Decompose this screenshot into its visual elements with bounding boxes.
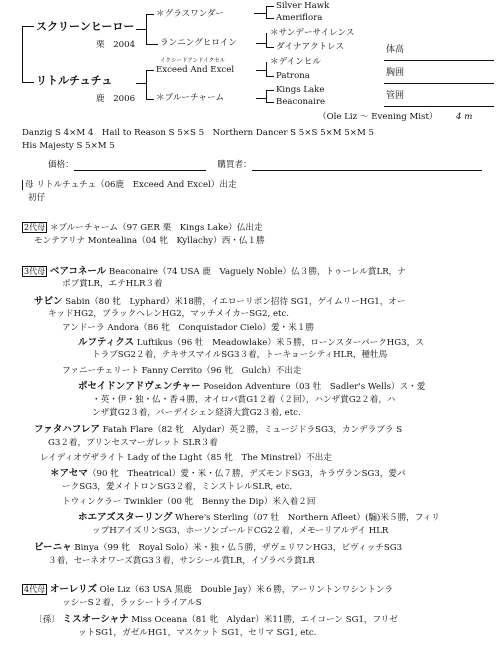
second-dam-label: 2代母 <box>24 223 46 232</box>
luftikus-text: Luftikus（96 牡 Meadowlake）米５勝，ローンスターパークHG3，ス <box>134 338 424 348</box>
third-dam-cont: ボブ賞LR，エテHLR３着 <box>62 279 163 289</box>
poseidon-text: Poseidon Adventure（03 牡 Sadler's Wells）ス・愛 <box>200 382 426 392</box>
asema-text: （90 牝 Theatrical）愛・米・仏７勝，デズモンドSG3，キラヴランSG3，愛パ <box>87 469 406 479</box>
dam-sire-ruby: イクシードアンドイクセル <box>160 58 226 64</box>
price-label: 価格： <box>48 160 74 170</box>
miss-oceana-cont: ットSG1，ガゼルHG1，マスケット SG1，セリマ SG1, etc. <box>78 628 317 638</box>
fourth-dam-label: 4代母 <box>24 585 46 594</box>
asema-entry <box>50 468 406 481</box>
fatah-flare-entry <box>34 424 402 437</box>
lady-of-the-light-entry: レイディオヴザライト Lady of the Light（85 牝 The Minstrel）不出走 <box>40 453 332 463</box>
cross-note: （Ole Liz ～ Evening Mist） <box>318 112 438 122</box>
poseidon-cont2: ンザ賞G2３着，バーデイシェン経済大賞G2３着, etc. <box>92 408 301 418</box>
binya-cont: ３着，セーネオワーズ賞G3３着，サンシール賞LR，イゾラベラ賞LR <box>48 556 315 566</box>
sire-sire: ＊グラスワンダー <box>156 9 225 19</box>
grandchild-label: 〔孫〕 <box>34 615 60 625</box>
twinkler-entry: トウィンクラー Twinkler（00 牝 Benny the Dip）米入着２回 <box>62 497 316 507</box>
poseidon-cont: ・英・伊・独・仏・香４勝，オイロパ賞G1２着（２回），ハンザ賞G2２着，ハ <box>92 395 396 405</box>
third-dam-label: 3代母 <box>24 267 46 276</box>
g3-8: Beaconaire <box>276 97 326 107</box>
sire-info: 栗 2004 <box>96 40 136 50</box>
buyer-field[interactable] <box>252 170 482 171</box>
g3-6: Patrona <box>276 71 310 81</box>
buyer-label: 購買者： <box>217 160 252 170</box>
fourth-dam-cont: ッシーS２着，ラッシートライアルS <box>62 598 202 608</box>
g3-5: ＊デインヒル <box>270 57 321 67</box>
fourth-dam-header <box>22 584 393 597</box>
andora-entry: アンドーラ Andora（86 牝 Conquistador Cielo）愛・米１勝 <box>62 323 314 333</box>
grandchild-entry <box>34 614 398 627</box>
second-dam-line-1: ＊ブルーチャーム（97 GER 栗 Kings Lake）仏出走 <box>49 223 263 233</box>
dam-section <box>22 180 237 191</box>
fatah-flare-text: Fatah Flare（82 牝 Alydar）英２勝，ミュージドラSG3，カンデラブラ S <box>99 425 403 435</box>
g3-4: ダイナアクトレス <box>276 42 345 52</box>
fourth-dam-text: Ole Liz（63 USA 黒鹿 Double Jay）米６勝，アーリントンワシントンラ <box>96 585 394 595</box>
price-row <box>48 160 482 171</box>
sabin-text: Sabin（80 牝 Lyphard）米18勝，イエローリボン招待 SG1，ゲイムリーHG1，オー <box>62 297 406 307</box>
dam-name: リトルチュチュ <box>36 74 113 87</box>
family-number: 4 m <box>456 112 473 122</box>
sabin-entry <box>34 296 406 309</box>
inbreeding-line-2: His Majesty S 5×M 5 <box>22 141 115 151</box>
chest-label: 胸囲 <box>386 68 405 78</box>
binya-name: ビーニャ <box>34 542 72 553</box>
third-dam-text: Beaconaire（74 USA 鹿 Vaguely Noble）仏３勝，トゥーレル賞LR，ナ <box>106 267 406 277</box>
wheres-sterling-cont: ップHアイズリンSG3，ホーソンゴールドCG2２着，メモーリアルデイ HLR <box>92 526 389 536</box>
wheres-sterling-entry <box>78 512 440 525</box>
asema-name: ＊アセマ <box>50 468 88 479</box>
second-dam-line-2: モンテアリナ Montealina（04 牝 Kyllachy）西・仏１勝 <box>34 236 265 246</box>
binya-text: Binya（99 牝 Royal Solo）米・独・仏５勝，ザヴェリワンHG3，ビヴィッチSG3 <box>71 543 403 553</box>
dam-line-2: 初仔 <box>28 193 46 203</box>
g3-1: Silver Hawk <box>276 1 330 11</box>
dam-sire: Exceed And Excel <box>156 65 235 75</box>
sabin-name: サビン <box>34 296 63 307</box>
sire-dam: ランニングヒロイン <box>160 38 237 48</box>
luftikus-entry <box>78 337 424 350</box>
dam-info: 鹿 2006 <box>96 94 136 104</box>
dam-line-1: リトルチュチュ（06鹿 Exceed And Excel）出走 <box>36 180 237 190</box>
third-dam-name: ベアコネール <box>49 266 107 277</box>
fourth-dam-name: オーレリズ <box>49 584 97 595</box>
third-dam-header <box>22 266 406 279</box>
second-dam-section <box>22 223 263 234</box>
inbreeding-line-1: Danzig S 4×M 4 Hail to Reason S 5×S 5 Northern Dancer S 5×S 5×M 5×M 5 <box>22 128 374 138</box>
luftikus-cont: トラブSG2２着，テキサスマイルSG3３着，トーキョーシティHLR，種牡馬 <box>92 350 388 360</box>
fatah-flare-cont: G3２着，プリンセスマーガレット SLR３着 <box>48 438 218 448</box>
g3-7: Kings Lake <box>276 85 325 95</box>
g3-2: Ameriflora <box>276 13 323 23</box>
dam-section-label: 母 <box>22 180 34 190</box>
fatah-flare-name: ファタハフレア <box>34 424 100 435</box>
luftikus-name: ルフティクス <box>78 337 135 348</box>
price-field[interactable] <box>74 170 206 171</box>
cannon-label: 管囲 <box>386 91 405 101</box>
poseidon-name: ポセイドンアドヴェンチャー <box>78 381 201 392</box>
height-label: 体高 <box>386 45 405 55</box>
g3-3: ＊サンデーサイレンス <box>270 28 355 38</box>
fanny-cerrito-entry: ファニーチェリート Fanny Cerrito（96 牝 Gulch）不出走 <box>62 366 302 376</box>
sire-name: スクリーンヒーロー <box>36 20 135 33</box>
wheres-sterling-name: ホエアズスターリング <box>78 512 173 523</box>
dam-dam: ＊ブルーチャーム <box>156 93 225 103</box>
sabin-cont: キッドHG2，ブラックヘレンHG2，マッチメイカーSG2, etc. <box>48 309 290 319</box>
binya-entry <box>34 542 402 555</box>
miss-oceana-name: ミスオーシャナ <box>62 614 129 625</box>
wheres-sterling-text: Where's Sterling（07 牡 Northern Afleet）(騸)米５勝，フィリ <box>172 513 440 523</box>
miss-oceana-text: Miss Oceana（81 牝 Alydar）米11勝，エイコーン SG1，フリゼ <box>128 615 398 625</box>
asema-cont: ークSG3，愛メイトロンSG3２着，ミンストレルSLR, etc. <box>62 482 293 492</box>
poseidon-entry <box>78 381 425 394</box>
